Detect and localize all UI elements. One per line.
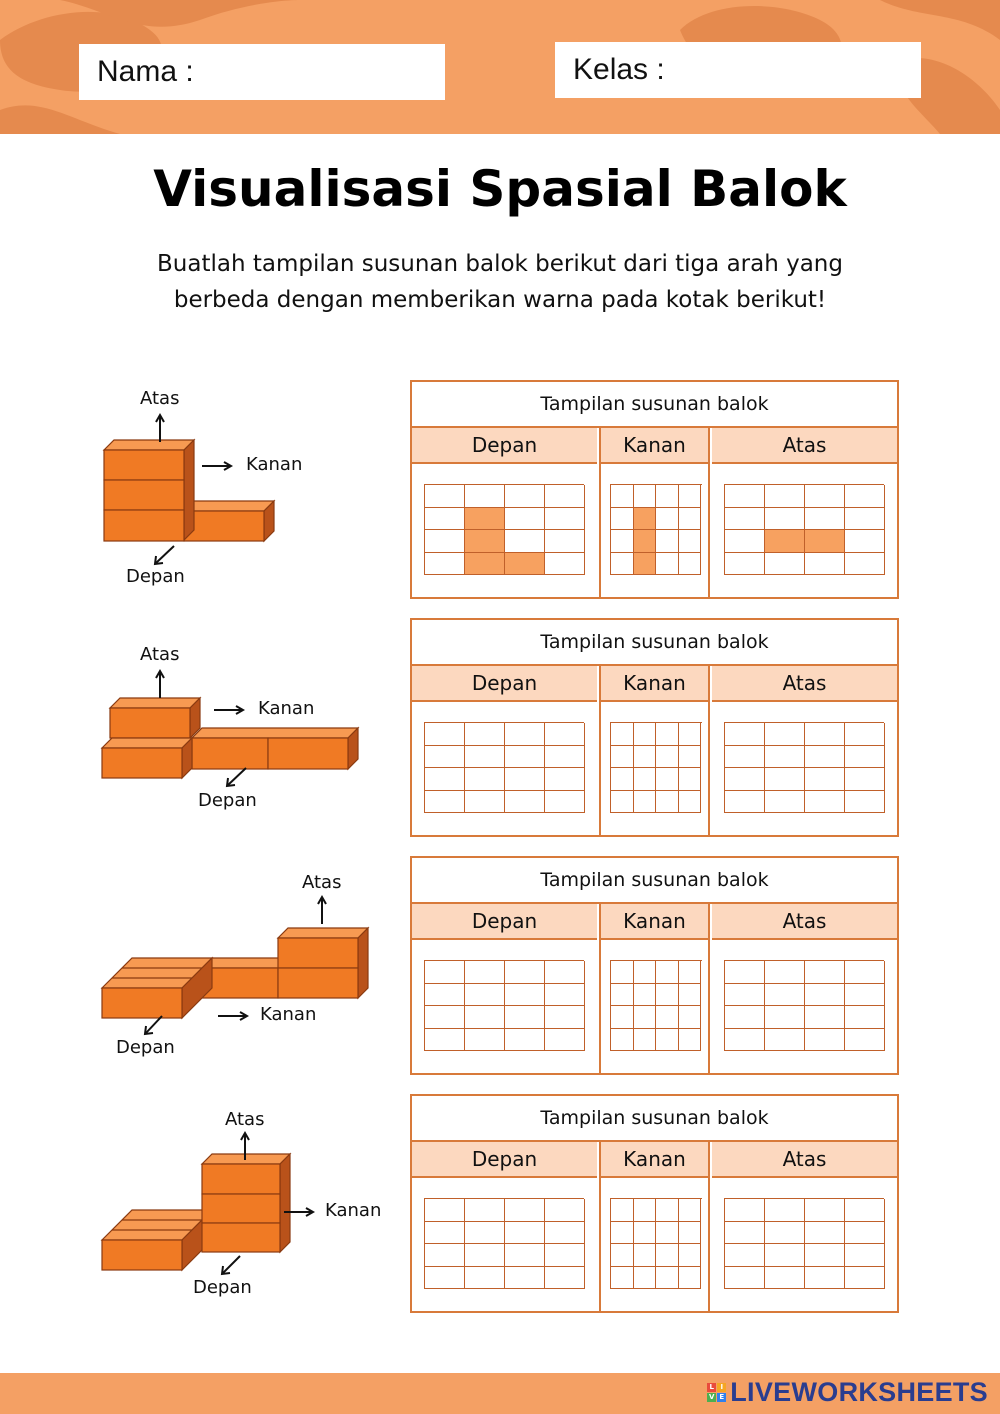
class-field[interactable] bbox=[555, 42, 921, 98]
liveworksheets-brand bbox=[707, 1374, 988, 1410]
grid-cell[interactable] bbox=[505, 1267, 545, 1290]
grid-cell[interactable] bbox=[845, 508, 885, 531]
answer-grid-right bbox=[610, 960, 702, 1051]
grid-cell[interactable] bbox=[545, 1267, 585, 1290]
grid-cell[interactable] bbox=[656, 485, 679, 508]
grid-cell[interactable] bbox=[634, 1006, 657, 1029]
grid-cell[interactable] bbox=[656, 723, 679, 746]
grid-cell[interactable] bbox=[425, 553, 465, 576]
class-label: Kelas : bbox=[573, 53, 665, 86]
block-figure-2 bbox=[90, 636, 400, 856]
grid-cell[interactable] bbox=[656, 984, 679, 1007]
grid-cell[interactable] bbox=[545, 1006, 585, 1029]
grid-cell[interactable] bbox=[845, 1029, 885, 1052]
answer-grid-top bbox=[724, 1198, 884, 1289]
grid-cell[interactable] bbox=[505, 530, 545, 553]
grid-cell[interactable] bbox=[679, 1199, 702, 1222]
view-column-top bbox=[712, 666, 897, 835]
block-figure-1 bbox=[90, 380, 400, 600]
grid-cell[interactable] bbox=[765, 1006, 805, 1029]
grid-cell[interactable] bbox=[679, 1222, 702, 1245]
grid-cell[interactable] bbox=[656, 1222, 679, 1245]
grid-cell[interactable] bbox=[634, 1029, 657, 1052]
grid-cell[interactable] bbox=[425, 768, 465, 791]
grid-cell[interactable] bbox=[725, 1199, 765, 1222]
view-column-right bbox=[599, 666, 710, 835]
grid-cell[interactable] bbox=[545, 746, 585, 769]
grid-cell[interactable] bbox=[725, 961, 765, 984]
grid-cell[interactable] bbox=[656, 1267, 679, 1290]
view-column-right bbox=[599, 428, 710, 597]
grid-cell[interactable] bbox=[805, 1029, 845, 1052]
grid-cell[interactable] bbox=[679, 1267, 702, 1290]
label-right: Kanan bbox=[260, 1004, 317, 1025]
grid-cell[interactable] bbox=[634, 485, 657, 508]
grid-cell[interactable] bbox=[505, 961, 545, 984]
grid-cell[interactable] bbox=[765, 1222, 805, 1245]
grid-cell[interactable] bbox=[634, 746, 657, 769]
grid-cell[interactable] bbox=[465, 961, 505, 984]
grid-cell[interactable] bbox=[505, 485, 545, 508]
grid-cell[interactable] bbox=[634, 1267, 657, 1290]
grid-cell[interactable] bbox=[805, 1244, 845, 1267]
grid-cell[interactable] bbox=[765, 485, 805, 508]
view-header-right: Kanan bbox=[601, 1142, 708, 1178]
grid-cell[interactable] bbox=[425, 723, 465, 746]
grid-cell[interactable] bbox=[765, 508, 805, 531]
view-column-top bbox=[712, 904, 897, 1073]
grid-cell[interactable] bbox=[725, 1029, 765, 1052]
grid-cell[interactable] bbox=[634, 1222, 657, 1245]
label-right: Kanan bbox=[325, 1200, 382, 1221]
grid-cell[interactable] bbox=[634, 961, 657, 984]
label-right: Kanan bbox=[258, 698, 315, 719]
grid-cell[interactable] bbox=[679, 768, 702, 791]
grid-cell[interactable] bbox=[805, 768, 845, 791]
grid-cell[interactable] bbox=[505, 1244, 545, 1267]
grid-cell[interactable] bbox=[845, 791, 885, 814]
grid-cell[interactable] bbox=[545, 791, 585, 814]
brand-name: LIVEWORKSHEETS bbox=[730, 1376, 988, 1407]
grid-cell[interactable] bbox=[725, 984, 765, 1007]
instruction-line-1: Buatlah tampilan susunan balok berikut dari tiga arah yang bbox=[157, 251, 843, 277]
grid-cell[interactable] bbox=[725, 768, 765, 791]
grid-cell[interactable] bbox=[465, 485, 505, 508]
grid-cell[interactable] bbox=[765, 961, 805, 984]
grid-cell[interactable] bbox=[845, 768, 885, 791]
grid-cell[interactable] bbox=[845, 723, 885, 746]
grid-cell[interactable] bbox=[611, 984, 634, 1007]
grid-cell[interactable] bbox=[805, 1006, 845, 1029]
panel-title: Tampilan susunan balok bbox=[412, 858, 897, 904]
grid-cell[interactable] bbox=[679, 746, 702, 769]
grid-cell[interactable] bbox=[611, 768, 634, 791]
grid-cell[interactable] bbox=[725, 723, 765, 746]
grid-cell[interactable] bbox=[679, 508, 702, 531]
grid-cell[interactable] bbox=[465, 508, 505, 531]
grid-cell[interactable] bbox=[545, 1029, 585, 1052]
view-header-front: Depan bbox=[412, 428, 597, 464]
grid-cell[interactable] bbox=[765, 1029, 805, 1052]
grid-cell[interactable] bbox=[425, 746, 465, 769]
view-column-top bbox=[712, 428, 897, 597]
grid-cell[interactable] bbox=[845, 1006, 885, 1029]
grid-cell[interactable] bbox=[765, 723, 805, 746]
grid-cell[interactable] bbox=[545, 508, 585, 531]
grid-cell[interactable] bbox=[611, 530, 634, 553]
grid-cell[interactable] bbox=[805, 1222, 845, 1245]
grid-cell[interactable] bbox=[611, 1244, 634, 1267]
grid-cell[interactable] bbox=[765, 1267, 805, 1290]
grid-cell[interactable] bbox=[611, 485, 634, 508]
grid-cell[interactable] bbox=[545, 553, 585, 576]
grid-cell[interactable] bbox=[505, 984, 545, 1007]
view-header-top: Atas bbox=[712, 904, 897, 940]
grid-cell[interactable] bbox=[656, 553, 679, 576]
grid-cell[interactable] bbox=[425, 961, 465, 984]
label-top: Atas bbox=[140, 644, 180, 665]
grid-cell[interactable] bbox=[425, 485, 465, 508]
grid-cell[interactable] bbox=[545, 1222, 585, 1245]
view-header-right: Kanan bbox=[601, 666, 708, 702]
block-arrangement-2 bbox=[90, 636, 400, 856]
grid-cell[interactable] bbox=[465, 530, 505, 553]
grid-cell[interactable] bbox=[425, 508, 465, 531]
answer-grid-top bbox=[724, 960, 884, 1051]
grid-cell[interactable] bbox=[465, 1222, 505, 1245]
grid-cell[interactable] bbox=[634, 530, 657, 553]
grid-cell[interactable] bbox=[725, 508, 765, 531]
grid-cell[interactable] bbox=[465, 1244, 505, 1267]
grid-cell[interactable] bbox=[656, 961, 679, 984]
grid-cell[interactable] bbox=[845, 485, 885, 508]
view-column-right bbox=[599, 904, 710, 1073]
label-front: Depan bbox=[126, 566, 185, 587]
grid-cell[interactable] bbox=[765, 1244, 805, 1267]
grid-cell[interactable] bbox=[611, 746, 634, 769]
answer-grid-right bbox=[610, 722, 702, 813]
grid-cell[interactable] bbox=[545, 530, 585, 553]
grid-cell[interactable] bbox=[765, 553, 805, 576]
grid-cell[interactable] bbox=[545, 1244, 585, 1267]
grid-cell[interactable] bbox=[845, 1222, 885, 1245]
grid-cell[interactable] bbox=[545, 485, 585, 508]
answer-grid-right bbox=[610, 484, 702, 575]
grid-cell[interactable] bbox=[611, 1267, 634, 1290]
grid-cell[interactable] bbox=[611, 791, 634, 814]
grid-cell[interactable] bbox=[725, 746, 765, 769]
grid-cell[interactable] bbox=[805, 1267, 845, 1290]
answer-grid-front bbox=[424, 722, 584, 813]
grid-cell[interactable] bbox=[805, 530, 845, 553]
grid-cell[interactable] bbox=[765, 768, 805, 791]
grid-cell[interactable] bbox=[611, 961, 634, 984]
grid-cell[interactable] bbox=[634, 984, 657, 1007]
grid-cell[interactable] bbox=[805, 485, 845, 508]
grid-cell[interactable] bbox=[611, 1006, 634, 1029]
grid-cell[interactable] bbox=[765, 530, 805, 553]
grid-cell[interactable] bbox=[845, 746, 885, 769]
grid-cell[interactable] bbox=[465, 746, 505, 769]
grid-cell[interactable] bbox=[765, 791, 805, 814]
grid-cell[interactable] bbox=[505, 1222, 545, 1245]
grid-cell[interactable] bbox=[634, 1199, 657, 1222]
instruction-line-2: berbeda dengan memberikan warna pada kotak berikut! bbox=[173, 287, 827, 313]
grid-cell[interactable] bbox=[425, 530, 465, 553]
panel-title: Tampilan susunan balok bbox=[412, 382, 897, 428]
grid-cell[interactable] bbox=[465, 553, 505, 576]
grid-cell[interactable] bbox=[679, 1029, 702, 1052]
grid-cell[interactable] bbox=[656, 1244, 679, 1267]
grid-cell[interactable] bbox=[805, 553, 845, 576]
view-header-front: Depan bbox=[412, 904, 597, 940]
grid-cell[interactable] bbox=[545, 961, 585, 984]
block-figure-4 bbox=[90, 1104, 400, 1324]
panel-title: Tampilan susunan balok bbox=[412, 1096, 897, 1142]
answer-panel-4 bbox=[410, 1094, 899, 1313]
grid-cell[interactable] bbox=[465, 1006, 505, 1029]
grid-cell[interactable] bbox=[679, 723, 702, 746]
grid-cell[interactable] bbox=[656, 508, 679, 531]
liveworksheets-logo-icon: L I V E bbox=[707, 1383, 726, 1402]
grid-cell[interactable] bbox=[805, 1199, 845, 1222]
grid-cell[interactable] bbox=[845, 1267, 885, 1290]
grid-cell[interactable] bbox=[425, 1267, 465, 1290]
grid-cell[interactable] bbox=[765, 1199, 805, 1222]
view-column-front bbox=[412, 904, 597, 1073]
name-field[interactable] bbox=[79, 44, 445, 100]
grid-cell[interactable] bbox=[679, 530, 702, 553]
answer-grid-front bbox=[424, 1198, 584, 1289]
view-column-front bbox=[412, 428, 597, 597]
grid-cell[interactable] bbox=[611, 1199, 634, 1222]
grid-cell[interactable] bbox=[425, 1222, 465, 1245]
grid-cell[interactable] bbox=[656, 1029, 679, 1052]
grid-cell[interactable] bbox=[465, 723, 505, 746]
answer-panel-3 bbox=[410, 856, 899, 1075]
grid-cell[interactable] bbox=[545, 768, 585, 791]
grid-cell[interactable] bbox=[465, 1267, 505, 1290]
grid-cell[interactable] bbox=[679, 553, 702, 576]
grid-cell[interactable] bbox=[656, 1006, 679, 1029]
grid-cell[interactable] bbox=[545, 984, 585, 1007]
view-header-top: Atas bbox=[712, 666, 897, 702]
instructions bbox=[100, 246, 900, 318]
answer-panel-2 bbox=[410, 618, 899, 837]
grid-cell[interactable] bbox=[679, 961, 702, 984]
view-column-front bbox=[412, 1142, 597, 1311]
grid-cell[interactable] bbox=[845, 530, 885, 553]
grid-cell[interactable] bbox=[465, 768, 505, 791]
grid-cell[interactable] bbox=[634, 553, 657, 576]
answer-grid-front bbox=[424, 484, 584, 575]
grid-cell[interactable] bbox=[656, 791, 679, 814]
label-front: Depan bbox=[193, 1277, 252, 1298]
view-header-front: Depan bbox=[412, 1142, 597, 1178]
grid-cell[interactable] bbox=[611, 1222, 634, 1245]
grid-cell[interactable] bbox=[679, 791, 702, 814]
view-column-top bbox=[712, 1142, 897, 1311]
grid-cell[interactable] bbox=[505, 1029, 545, 1052]
grid-cell[interactable] bbox=[611, 553, 634, 576]
grid-cell[interactable] bbox=[545, 723, 585, 746]
label-top: Atas bbox=[140, 388, 180, 409]
view-header-top: Atas bbox=[712, 428, 897, 464]
grid-cell[interactable] bbox=[845, 961, 885, 984]
grid-cell[interactable] bbox=[634, 508, 657, 531]
grid-cell[interactable] bbox=[611, 508, 634, 531]
answer-grid-top bbox=[724, 722, 884, 813]
label-front: Depan bbox=[198, 790, 257, 811]
grid-cell[interactable] bbox=[845, 984, 885, 1007]
view-header-top: Atas bbox=[712, 1142, 897, 1178]
label-front: Depan bbox=[116, 1037, 175, 1058]
grid-cell[interactable] bbox=[634, 723, 657, 746]
answer-grid-top bbox=[724, 484, 884, 575]
grid-cell[interactable] bbox=[679, 1006, 702, 1029]
grid-cell[interactable] bbox=[679, 984, 702, 1007]
grid-cell[interactable] bbox=[805, 508, 845, 531]
answer-grid-right bbox=[610, 1198, 702, 1289]
grid-cell[interactable] bbox=[425, 1029, 465, 1052]
grid-cell[interactable] bbox=[845, 1199, 885, 1222]
grid-cell[interactable] bbox=[634, 1244, 657, 1267]
name-label: Nama : bbox=[97, 55, 194, 88]
page-title: Visualisasi Spasial Balok bbox=[153, 160, 847, 218]
grid-cell[interactable] bbox=[505, 1006, 545, 1029]
grid-cell[interactable] bbox=[425, 1006, 465, 1029]
grid-cell[interactable] bbox=[505, 1199, 545, 1222]
grid-cell[interactable] bbox=[505, 791, 545, 814]
grid-cell[interactable] bbox=[845, 553, 885, 576]
label-right: Kanan bbox=[246, 454, 303, 475]
grid-cell[interactable] bbox=[725, 791, 765, 814]
grid-cell[interactable] bbox=[505, 768, 545, 791]
grid-cell[interactable] bbox=[634, 768, 657, 791]
grid-cell[interactable] bbox=[765, 746, 805, 769]
grid-cell[interactable] bbox=[425, 1199, 465, 1222]
grid-cell[interactable] bbox=[611, 1029, 634, 1052]
grid-cell[interactable] bbox=[805, 746, 845, 769]
grid-cell[interactable] bbox=[679, 1244, 702, 1267]
grid-cell[interactable] bbox=[725, 553, 765, 576]
grid-cell[interactable] bbox=[725, 1244, 765, 1267]
grid-cell[interactable] bbox=[725, 1222, 765, 1245]
grid-cell[interactable] bbox=[545, 1199, 585, 1222]
grid-cell[interactable] bbox=[465, 791, 505, 814]
grid-cell[interactable] bbox=[425, 984, 465, 1007]
grid-cell[interactable] bbox=[465, 1029, 505, 1052]
view-column-right bbox=[599, 1142, 710, 1311]
grid-cell[interactable] bbox=[725, 530, 765, 553]
grid-cell[interactable] bbox=[465, 984, 505, 1007]
grid-cell[interactable] bbox=[505, 508, 545, 531]
grid-cell[interactable] bbox=[805, 791, 845, 814]
grid-cell[interactable] bbox=[725, 1006, 765, 1029]
grid-cell[interactable] bbox=[679, 485, 702, 508]
grid-cell[interactable] bbox=[725, 1267, 765, 1290]
grid-cell[interactable] bbox=[611, 723, 634, 746]
grid-cell[interactable] bbox=[805, 723, 845, 746]
view-header-right: Kanan bbox=[601, 428, 708, 464]
grid-cell[interactable] bbox=[634, 791, 657, 814]
grid-cell[interactable] bbox=[505, 723, 545, 746]
grid-cell[interactable] bbox=[765, 984, 805, 1007]
grid-cell[interactable] bbox=[425, 1244, 465, 1267]
answer-panel-1 bbox=[410, 380, 899, 599]
grid-cell[interactable] bbox=[725, 485, 765, 508]
grid-cell[interactable] bbox=[425, 791, 465, 814]
grid-cell[interactable] bbox=[656, 768, 679, 791]
view-column-front bbox=[412, 666, 597, 835]
grid-cell[interactable] bbox=[805, 984, 845, 1007]
grid-cell[interactable] bbox=[505, 553, 545, 576]
header-banner bbox=[0, 0, 1000, 134]
grid-cell[interactable] bbox=[805, 961, 845, 984]
grid-cell[interactable] bbox=[505, 746, 545, 769]
grid-cell[interactable] bbox=[656, 746, 679, 769]
grid-cell[interactable] bbox=[656, 1199, 679, 1222]
label-top: Atas bbox=[302, 872, 342, 893]
view-header-right: Kanan bbox=[601, 904, 708, 940]
label-top: Atas bbox=[225, 1109, 265, 1130]
panel-title: Tampilan susunan balok bbox=[412, 620, 897, 666]
view-header-front: Depan bbox=[412, 666, 597, 702]
grid-cell[interactable] bbox=[845, 1244, 885, 1267]
grid-cell[interactable] bbox=[656, 530, 679, 553]
answer-grid-front bbox=[424, 960, 584, 1051]
block-figure-3 bbox=[90, 866, 400, 1086]
grid-cell[interactable] bbox=[465, 1199, 505, 1222]
